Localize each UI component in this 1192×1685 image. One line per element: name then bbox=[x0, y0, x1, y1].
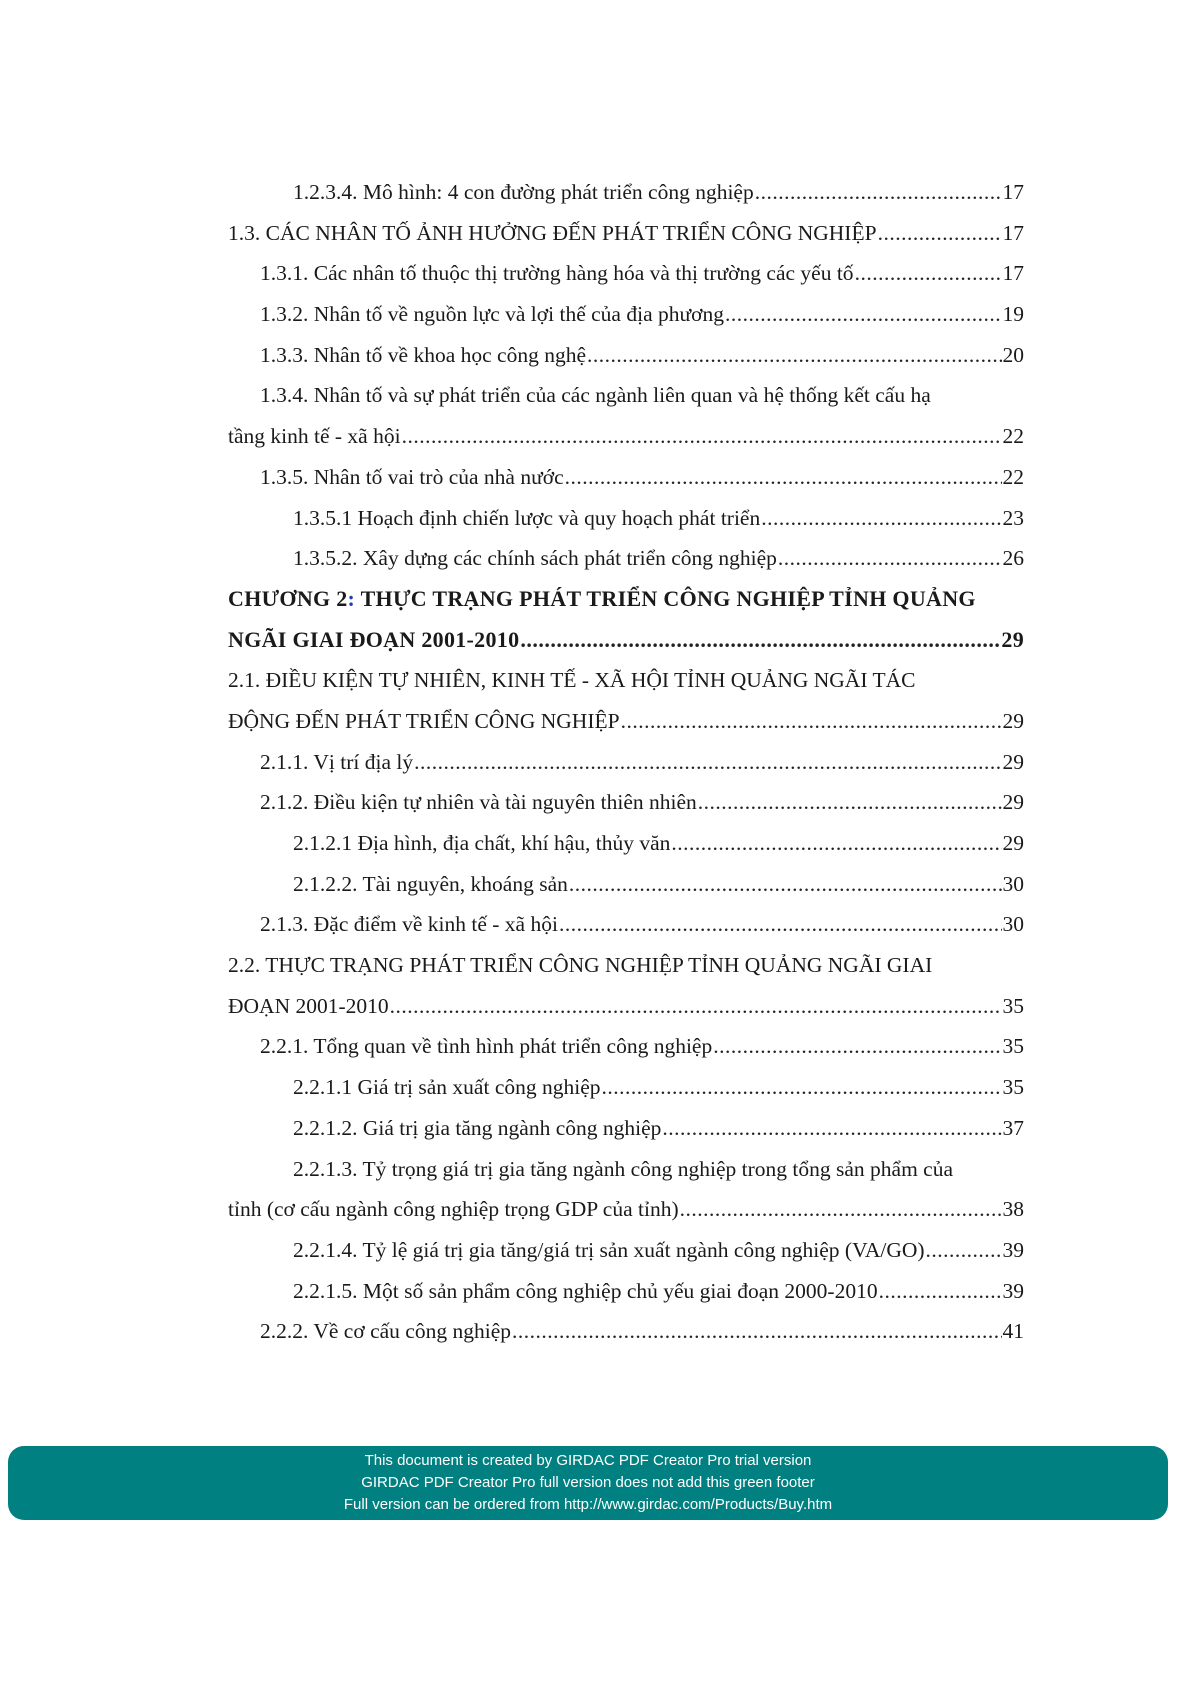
toc-entry bbox=[228, 457, 1024, 498]
toc-leader-dots bbox=[587, 335, 1001, 376]
toc-entry bbox=[228, 498, 1024, 539]
toc-entry-title: 2.2.1.3. Tỷ trọng giá trị gia tăng ngành công nghiệp trong tổng sản phẩm của bbox=[293, 1156, 954, 1181]
toc-entry bbox=[228, 823, 1024, 864]
toc-entry-title: ĐOẠN 2001-2010 bbox=[228, 993, 389, 1018]
toc-entry bbox=[228, 1108, 1024, 1149]
toc-entry bbox=[228, 416, 1024, 457]
toc-page-number: 35 bbox=[1002, 993, 1024, 1018]
toc-page-number: 23 bbox=[1002, 505, 1024, 530]
toc-page-number: 22 bbox=[1002, 464, 1024, 489]
toc-entry bbox=[228, 1311, 1024, 1352]
toc-entry-title bbox=[228, 586, 976, 611]
toc-entry bbox=[228, 782, 1024, 823]
toc-entry-title: 2.2. THỰC TRẠNG PHÁT TRIỂN CÔNG NGHIỆP TỈNH QUẢNG NGÃI GIAI bbox=[228, 953, 933, 978]
toc-page-number: 30 bbox=[1002, 871, 1024, 896]
trial-footer-banner bbox=[8, 1446, 1168, 1520]
toc-entry-title: 1.3.5.1 Hoạch định chiến lược và quy hoạch phát triển bbox=[293, 505, 761, 530]
toc-entry-title: 1.3.5.2. Xây dựng các chính sách phát triển công nghiệp bbox=[293, 546, 777, 571]
toc-entry-title: 2.2.1. Tổng quan về tình hình phát triển công nghiệp bbox=[260, 1034, 713, 1059]
toc-leader-dots bbox=[671, 823, 1001, 864]
toc-page-number: 41 bbox=[1002, 1319, 1024, 1344]
toc-entry bbox=[228, 1149, 1024, 1190]
toc-leader-dots bbox=[878, 213, 1002, 254]
toc-leader-dots bbox=[569, 864, 1002, 905]
toc-leader-dots bbox=[855, 253, 1002, 294]
toc-entry bbox=[228, 579, 1024, 620]
toc-entry bbox=[228, 1271, 1024, 1312]
toc-page-number: 35 bbox=[1002, 1075, 1024, 1100]
toc-entry-title: 1.3.5. Nhân tố vai trò của nhà nước bbox=[260, 464, 564, 489]
toc-entry bbox=[228, 620, 1024, 661]
toc-entry-title: 1.3. CÁC NHÂN TỐ ẢNH HƯỞNG ĐẾN PHÁT TRIỂN CÔNG NGHIỆP bbox=[228, 220, 877, 245]
toc-entry bbox=[228, 294, 1024, 335]
toc-page-number: 20 bbox=[1002, 342, 1024, 367]
toc-entry bbox=[228, 335, 1024, 376]
toc-page-number: 29 bbox=[1002, 749, 1024, 774]
toc-leader-dots bbox=[926, 1230, 1002, 1271]
toc-page-number: 19 bbox=[1002, 302, 1024, 327]
toc-entry-title: 2.2.1.4. Tỷ lệ giá trị gia tăng/giá trị sản xuất ngành công nghiệp (VA/GO) bbox=[293, 1237, 925, 1262]
toc-page-number: 26 bbox=[1002, 546, 1024, 571]
toc-page-number: 29 bbox=[1002, 831, 1024, 855]
toc-leader-dots bbox=[680, 1189, 1002, 1230]
toc-entry bbox=[228, 1026, 1024, 1067]
toc-entry-title: 1.3.4. Nhân tố và sự phát triển của các ngành liên quan và hệ thống kết cấu hạ bbox=[260, 383, 931, 408]
footer-line-2: GIRDAC PDF Creator Pro full version does not add this green footer bbox=[361, 1474, 815, 1491]
toc-page-number: 17 bbox=[1002, 180, 1024, 204]
toc-page-number: 29 bbox=[1002, 708, 1024, 733]
toc-page-number: 38 bbox=[1002, 1197, 1024, 1222]
toc-leader-dots bbox=[559, 904, 1002, 945]
toc-entry-title: 2.2.1.2. Giá trị gia tăng ngành công nghiệp bbox=[293, 1115, 662, 1140]
toc-entry-title: 2.2.1.5. Một số sản phẩm công nghiệp chủ yếu giai đoạn 2000-2010 bbox=[293, 1278, 878, 1303]
toc-page-number: 17 bbox=[1002, 261, 1024, 286]
toc-entry-title: 1.2.3.4. Mô hình: 4 con đường phát triển công nghiệp bbox=[293, 180, 754, 204]
toc-page-number: 17 bbox=[1002, 220, 1024, 245]
toc-leader-dots bbox=[725, 294, 1001, 335]
toc-entry-title: tầng kinh tế - xã hội bbox=[228, 424, 401, 449]
toc-entry bbox=[228, 375, 1024, 416]
toc-page-number: 30 bbox=[1002, 912, 1024, 937]
chapter-title: THỰC TRẠNG PHÁT TRIỂN CÔNG NGHIỆP TỈNH QUẢNG bbox=[355, 585, 976, 611]
toc-leader-dots bbox=[698, 782, 1002, 823]
toc-entry-title: NGÃI GIAI ĐOẠN 2001-2010 bbox=[228, 626, 520, 652]
toc-entry bbox=[228, 945, 1024, 986]
toc-entry bbox=[228, 1230, 1024, 1271]
toc-entry-title: 1.3.2. Nhân tố về nguồn lực và lợi thế của địa phương bbox=[260, 302, 725, 327]
toc-entry-title: 2.1.3. Đặc điểm về kinh tế - xã hội bbox=[260, 912, 558, 937]
chapter-label: CHƯƠNG 2 bbox=[228, 585, 348, 611]
toc-leader-dots bbox=[565, 457, 1002, 498]
toc-leader-dots bbox=[402, 416, 1002, 457]
toc-entry-title: 2.2.2. Về cơ cấu công nghiệp bbox=[260, 1319, 511, 1344]
toc-leader-dots bbox=[879, 1271, 1002, 1312]
toc-entry bbox=[228, 660, 1024, 701]
toc-leader-dots bbox=[520, 620, 1000, 661]
toc-leader-dots bbox=[602, 1067, 1002, 1108]
toc-page-number: 22 bbox=[1002, 424, 1024, 449]
toc-leader-dots bbox=[713, 1026, 1001, 1067]
toc-entry-title: 2.1.2.2. Tài nguyên, khoáng sản bbox=[293, 871, 568, 896]
toc-entry bbox=[228, 213, 1024, 254]
toc-entry-title: 1.3.1. Các nhân tố thuộc thị trường hàng hóa và thị trường các yếu tố bbox=[260, 261, 854, 286]
toc-leader-dots bbox=[755, 172, 1002, 213]
toc-entry bbox=[228, 701, 1024, 742]
toc-entry-title: 1.3.3. Nhân tố về khoa học công nghệ bbox=[260, 342, 587, 367]
toc-entry bbox=[228, 253, 1024, 294]
toc-entry bbox=[228, 538, 1024, 579]
toc-leader-dots bbox=[414, 742, 1001, 783]
toc-page-number: 37 bbox=[1002, 1115, 1024, 1140]
toc-entry-title: 2.1.2. Điều kiện tự nhiên và tài nguyên thiên nhiên bbox=[260, 790, 697, 815]
toc-leader-dots bbox=[662, 1108, 1001, 1149]
toc-entry-title: ĐỘNG ĐẾN PHÁT TRIỂN CÔNG NGHIỆP bbox=[228, 708, 620, 733]
toc-entry bbox=[228, 986, 1024, 1027]
toc-page-number: 29 bbox=[1001, 626, 1024, 652]
toc-entry-title: 2.2.1.1 Giá trị sản xuất công nghiệp bbox=[293, 1075, 601, 1100]
toc-entry bbox=[228, 1067, 1024, 1108]
chapter-colon: : bbox=[347, 585, 356, 611]
toc-entry bbox=[228, 1189, 1024, 1230]
toc-entry-title: tỉnh (cơ cấu ngành công nghiệp trọng GDP của tỉnh) bbox=[228, 1197, 679, 1222]
toc-entry-title: 2.1.1. Vị trí địa lý bbox=[260, 749, 414, 774]
toc-page-number: 39 bbox=[1002, 1278, 1024, 1303]
footer-line-3: Full version can be ordered from http://www.girdac.com/Products/Buy.htm bbox=[343, 1496, 833, 1513]
toc-leader-dots bbox=[621, 701, 1002, 742]
toc-leader-dots bbox=[390, 986, 1002, 1027]
toc-entry-title: 2.1. ĐIỀU KIỆN TỰ NHIÊN, KINH TẾ - XÃ HỘI TỈNH QUẢNG NGÃI TÁC bbox=[228, 668, 916, 693]
toc-entry bbox=[228, 172, 1024, 213]
toc-entry bbox=[228, 904, 1024, 945]
toc-entry-title: 2.1.2.1 Địa hình, địa chất, khí hậu, thủy văn bbox=[293, 831, 671, 855]
toc-leader-dots bbox=[778, 538, 1002, 579]
toc-entry bbox=[228, 864, 1024, 905]
toc-page-number: 35 bbox=[1002, 1034, 1024, 1059]
footer-line-1: This document is created by GIRDAC PDF Creator Pro trial version bbox=[364, 1452, 812, 1469]
toc-page-number: 39 bbox=[1002, 1237, 1024, 1262]
toc-entry bbox=[228, 742, 1024, 783]
toc-leader-dots bbox=[512, 1311, 1002, 1352]
table-of-contents bbox=[228, 172, 1024, 1352]
toc-leader-dots bbox=[761, 498, 1001, 539]
toc-page-number: 29 bbox=[1002, 790, 1024, 815]
